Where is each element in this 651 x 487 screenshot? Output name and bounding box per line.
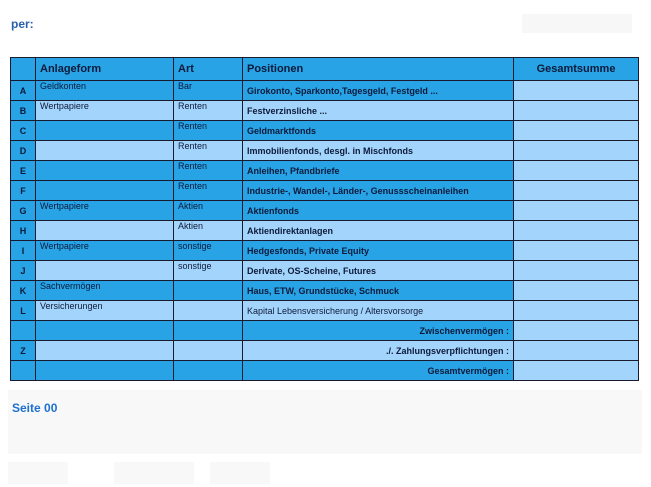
anlageform-cell bbox=[36, 121, 174, 141]
art-cell: Bar bbox=[174, 81, 243, 101]
row-letter: G bbox=[11, 201, 36, 221]
position-cell: Anleihen, Pfandbriefe bbox=[243, 161, 514, 181]
anlageform-cell: Sachvermögen bbox=[36, 281, 174, 301]
position-cell: Geldmarktfonds bbox=[243, 121, 514, 141]
page-number: Seite 00 bbox=[12, 401, 58, 415]
summary-blank bbox=[36, 321, 174, 341]
position-cell: Aktiendirektanlagen bbox=[243, 221, 514, 241]
art-cell: Aktien bbox=[174, 201, 243, 221]
row-letter: C bbox=[11, 121, 36, 141]
summary-blank bbox=[36, 341, 174, 361]
table-header-row bbox=[11, 58, 639, 81]
gesamtsumme-input[interactable] bbox=[514, 221, 639, 241]
position-cell: Kapital Lebensversicherung / Altersvorsorge bbox=[243, 301, 514, 321]
zwischenvermoegen-label: Zwischenvermögen : bbox=[243, 321, 514, 341]
header-positionen: Positionen bbox=[243, 58, 514, 81]
row-letter: B bbox=[11, 101, 36, 121]
footer-panel bbox=[8, 390, 642, 454]
art-cell: Aktien bbox=[174, 221, 243, 241]
table-row bbox=[11, 81, 639, 101]
anlageform-cell: Wertpapiere bbox=[36, 101, 174, 121]
gesamtsumme-input[interactable] bbox=[514, 81, 639, 101]
header-gesamtsumme: Gesamtsumme bbox=[514, 58, 639, 81]
summary-letter bbox=[11, 321, 36, 341]
zahlungsverpflichtungen-label: ./. Zahlungsverpflichtungen : bbox=[243, 341, 514, 361]
summary-blank bbox=[174, 341, 243, 361]
row-letter: D bbox=[11, 141, 36, 161]
anlageform-cell: Geldkonten bbox=[36, 81, 174, 101]
table-row bbox=[11, 241, 639, 261]
anlageform-cell bbox=[36, 181, 174, 201]
table-row bbox=[11, 181, 639, 201]
per-date-field[interactable] bbox=[522, 14, 632, 33]
summary-blank bbox=[174, 321, 243, 341]
anlageform-cell bbox=[36, 261, 174, 281]
summary-blank bbox=[36, 361, 174, 381]
gesamtvermoegen-label: Gesamtvermögen : bbox=[243, 361, 514, 381]
anlageform-cell: Wertpapiere bbox=[36, 201, 174, 221]
summary-letter: Z bbox=[11, 341, 36, 361]
gesamtsumme-input[interactable] bbox=[514, 241, 639, 261]
footer-block bbox=[8, 462, 68, 484]
art-cell: Renten bbox=[174, 101, 243, 121]
gesamtsumme-input[interactable] bbox=[514, 181, 639, 201]
gesamtsumme-input[interactable] bbox=[514, 261, 639, 281]
asset-overview-table bbox=[10, 57, 639, 381]
summary-row-zwischen bbox=[11, 321, 639, 341]
footer-block bbox=[210, 462, 270, 484]
zahlungsverpflichtungen-value[interactable] bbox=[514, 341, 639, 361]
row-letter: I bbox=[11, 241, 36, 261]
art-cell: Renten bbox=[174, 181, 243, 201]
summary-row-zahlung bbox=[11, 341, 639, 361]
gesamtsumme-input[interactable] bbox=[514, 121, 639, 141]
position-cell: Aktienfonds bbox=[243, 201, 514, 221]
table-row bbox=[11, 161, 639, 181]
table-row bbox=[11, 261, 639, 281]
row-letter: F bbox=[11, 181, 36, 201]
position-cell: Haus, ETW, Grundstücke, Schmuck bbox=[243, 281, 514, 301]
summary-blank bbox=[174, 361, 243, 381]
row-letter: J bbox=[11, 261, 36, 281]
table-row bbox=[11, 201, 639, 221]
position-cell: Girokonto, Sparkonto,Tagesgeld, Festgeld ... bbox=[243, 81, 514, 101]
art-cell: Renten bbox=[174, 141, 243, 161]
table-row bbox=[11, 301, 639, 321]
row-letter: E bbox=[11, 161, 36, 181]
anlageform-cell: Versicherungen bbox=[36, 301, 174, 321]
table-row bbox=[11, 281, 639, 301]
position-cell: Industrie-, Wandel-, Länder-, Genussscheinanleihen bbox=[243, 181, 514, 201]
art-cell: sonstige bbox=[174, 241, 243, 261]
anlageform-cell bbox=[36, 161, 174, 181]
anlageform-cell: Wertpapiere bbox=[36, 241, 174, 261]
row-letter: A bbox=[11, 81, 36, 101]
summary-row-gesamt bbox=[11, 361, 639, 381]
summary-letter bbox=[11, 361, 36, 381]
header-anlageform: Anlageform bbox=[36, 58, 174, 81]
art-cell: Renten bbox=[174, 161, 243, 181]
per-label: per: bbox=[11, 17, 34, 31]
gesamtsumme-input[interactable] bbox=[514, 201, 639, 221]
table-row bbox=[11, 121, 639, 141]
position-cell: Hedgesfonds, Private Equity bbox=[243, 241, 514, 261]
gesamtsumme-input[interactable] bbox=[514, 281, 639, 301]
art-cell: sonstige bbox=[174, 261, 243, 281]
zwischenvermoegen-value[interactable] bbox=[514, 321, 639, 341]
anlageform-cell bbox=[36, 141, 174, 161]
row-letter: L bbox=[11, 301, 36, 321]
position-cell: Festverzinsliche ... bbox=[243, 101, 514, 121]
art-cell bbox=[174, 301, 243, 321]
row-letter: K bbox=[11, 281, 36, 301]
gesamtsumme-input[interactable] bbox=[514, 301, 639, 321]
table-row bbox=[11, 101, 639, 121]
footer-block bbox=[114, 462, 194, 484]
gesamtvermoegen-value[interactable] bbox=[514, 361, 639, 381]
table-row bbox=[11, 141, 639, 161]
gesamtsumme-input[interactable] bbox=[514, 141, 639, 161]
row-letter: H bbox=[11, 221, 36, 241]
position-cell: Immobilienfonds, desgl. in Mischfonds bbox=[243, 141, 514, 161]
table-row bbox=[11, 221, 639, 241]
header-letter bbox=[11, 58, 36, 81]
anlageform-cell bbox=[36, 221, 174, 241]
position-cell: Derivate, OS-Scheine, Futures bbox=[243, 261, 514, 281]
art-cell bbox=[174, 281, 243, 301]
gesamtsumme-input[interactable] bbox=[514, 101, 639, 121]
art-cell: Renten bbox=[174, 121, 243, 141]
gesamtsumme-input[interactable] bbox=[514, 161, 639, 181]
header-art: Art bbox=[174, 58, 243, 81]
